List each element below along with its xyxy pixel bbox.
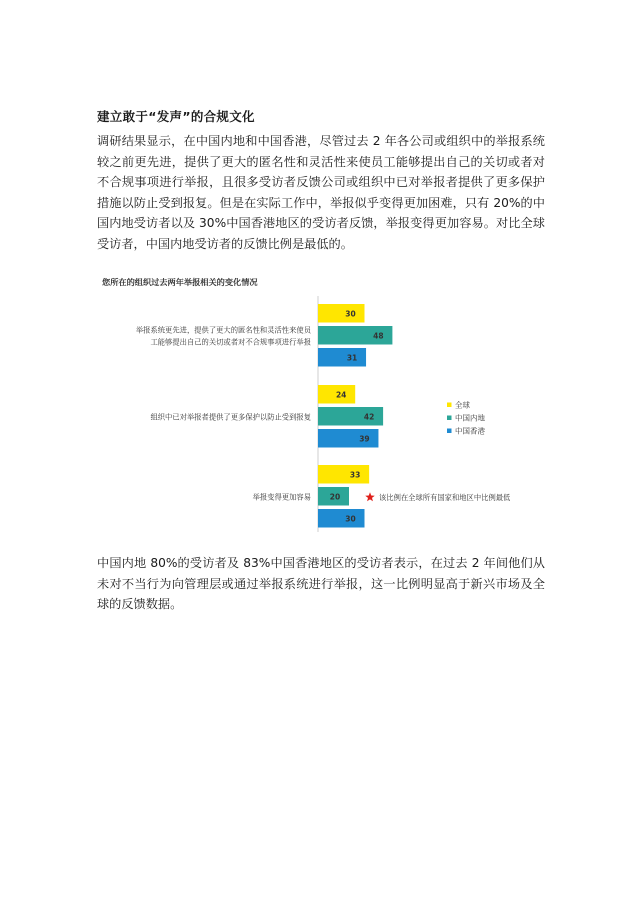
category-label: 组织中已对举报者提供了更多保护以防止受到报复: [150, 412, 311, 422]
legend-swatch: [447, 429, 452, 434]
data-label: 30: [345, 309, 356, 319]
closing-paragraph: 中国内地 80%的受访者及 83%中国香港地区的受访者表示，在过去 2 年间他们从未对不当行为向管理层或通过举报系统进行举报，这一比例明显高于新兴市场及全球的反馈数据。: [97, 556, 545, 611]
bar-1-cat-1: [318, 304, 365, 323]
annotation-text: 该比例在全球所有国家和地区中比例最低: [379, 492, 511, 502]
bar-1-cat-3: [318, 465, 369, 484]
legend-swatch: [447, 416, 452, 421]
data-label: 39: [359, 434, 370, 444]
intro-paragraph: 调研结果显示，在中国内地和中国香港，尽管过去 2 年各公司或组织中的举报系统较之前更先进，提供了更大的匿名性和灵活性来使员工能够提出自己的关切或者对不合规事项进行举报，且很多受访者反馈公司或组织中已对举报者提供了更多保护措施以防止受到报复。但是在实际工作中，举报似乎变得更加困难，只有 20%的中国内地受访者以及 30%中国香港地区的受访者反馈，举报变得更加容易。对比全球受访者，中国内地受访者的反馈比例是最低的。: [97, 134, 545, 251]
section-heading: 建立敢于“发声”的合规文化: [97, 109, 255, 124]
bar-3-cat-1: [318, 348, 366, 367]
legend-label: 中国香港: [455, 426, 485, 436]
data-label: 30: [345, 514, 356, 524]
data-label: 31: [346, 353, 358, 363]
chart-marks: [136, 304, 511, 528]
whistleblowing-change-chart: [95, 270, 555, 540]
data-label: 24: [335, 390, 347, 400]
category-label: 举报系统更先进，提供了更大的匿名性和灵活性来使员: [135, 325, 311, 335]
legend-label: 全球: [455, 400, 470, 410]
category-label: 工能够提出自己的关切或者对不合规事项进行举报: [150, 337, 311, 347]
chart-title: 您所在的组织过去两年举报相关的变化情况: [102, 277, 258, 287]
data-label: 20: [329, 492, 341, 502]
star-icon: [365, 492, 375, 501]
legend-label: 中国内地: [455, 413, 485, 423]
legend-swatch: [447, 403, 452, 408]
data-label: 33: [349, 470, 361, 480]
bar-3-cat-3: [318, 509, 365, 528]
data-label: 48: [373, 331, 384, 341]
category-label: 举报变得更加容易: [252, 492, 311, 502]
data-label: 42: [363, 412, 375, 422]
